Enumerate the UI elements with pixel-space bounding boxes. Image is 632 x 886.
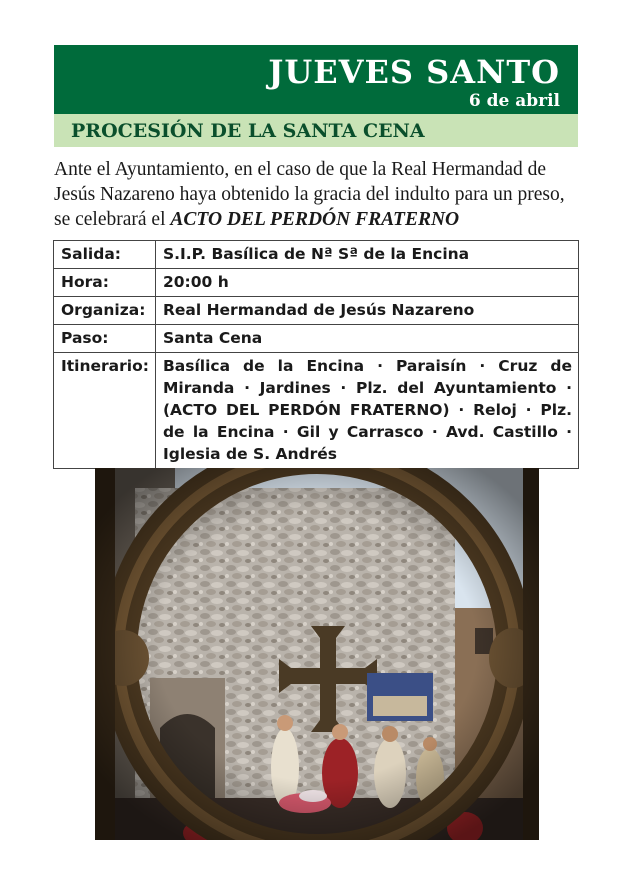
photo-illustration	[95, 468, 539, 840]
intro-paragraph	[54, 157, 578, 232]
intro-emphasis: ACTO DEL PERDÓN FRATERNO	[170, 209, 460, 230]
header-banner	[54, 45, 578, 114]
page-title: JUEVES SANTO	[268, 53, 560, 91]
table-row-salida	[54, 241, 579, 269]
table-row-itinerario	[54, 353, 579, 469]
row-value: 20:00 h	[155, 269, 578, 297]
row-label: Organiza:	[54, 297, 156, 325]
table-row-hora	[54, 269, 579, 297]
intro-text: Ante el Ayuntamiento, en el caso de que la Real Hermandad de Jesús Nazareno haya obtenido la gracia del indulto para un preso, se celebrará el	[54, 159, 565, 230]
table-row-paso	[54, 325, 579, 353]
procession-photo	[95, 468, 539, 840]
row-value: S.I.P. Basílica de Nª Sª de la Encina	[155, 241, 578, 269]
row-value: Basílica de la Encina · Paraisín · Cruz de Miranda · Jardines · Plz. del Ayuntamiento · (ACTO DEL PERDÓN FRATERNO) · Reloj · Plz. de la Encina · Gil y Carrasco · Avd. Castillo · Iglesia de S. Andrés	[155, 353, 578, 469]
subheader-banner	[54, 114, 578, 147]
event-date: 6 de abril	[468, 91, 560, 111]
row-label: Itinerario:	[54, 353, 156, 469]
row-value: Real Hermandad de Jesús Nazareno	[155, 297, 578, 325]
row-value: Santa Cena	[155, 325, 578, 353]
procession-title: PROCESIÓN DE LA SANTA CENA	[71, 120, 425, 142]
info-table	[53, 240, 579, 469]
row-label: Salida:	[54, 241, 156, 269]
row-label: Paso:	[54, 325, 156, 353]
row-label: Hora:	[54, 269, 156, 297]
table-row-organiza	[54, 297, 579, 325]
